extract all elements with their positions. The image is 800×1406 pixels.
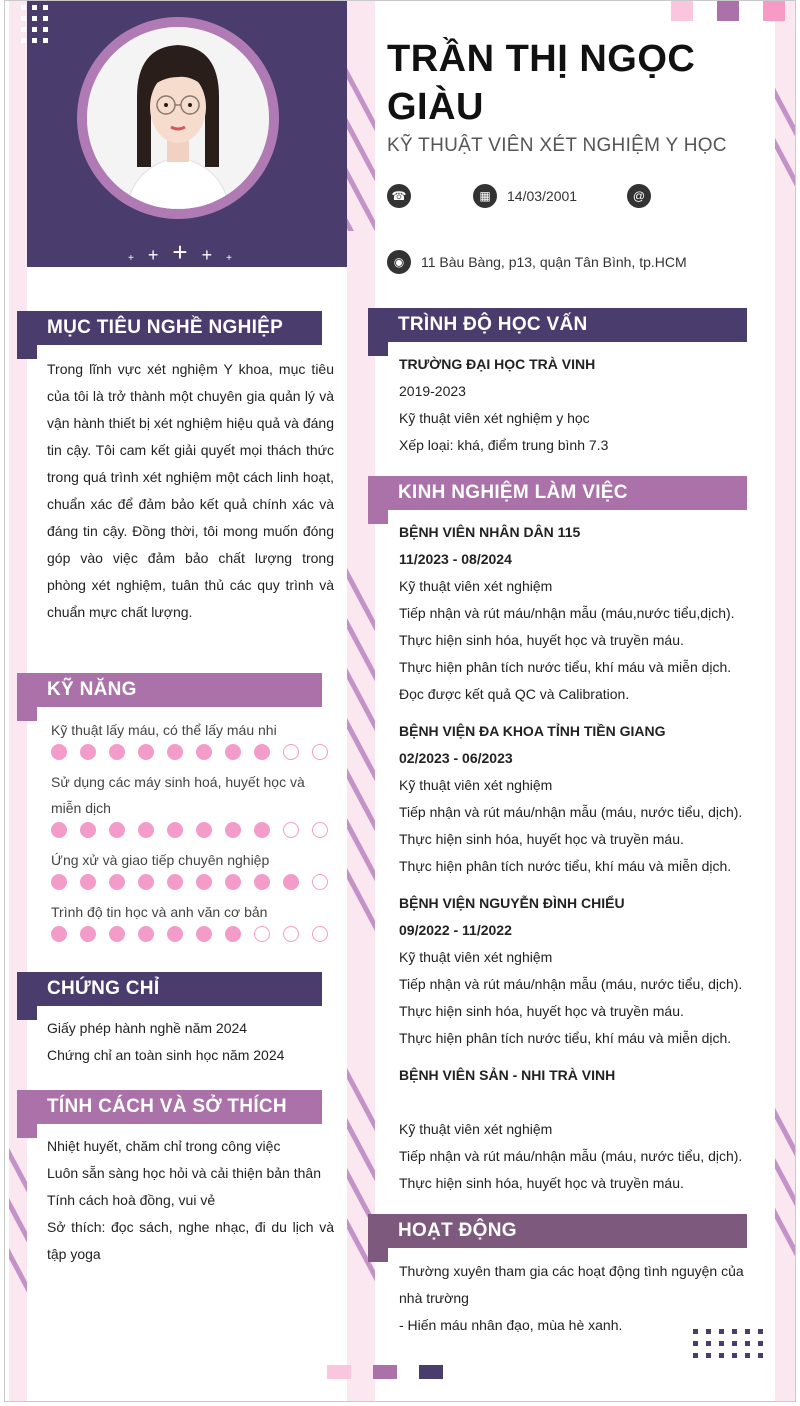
rating-dot-filled	[109, 874, 125, 890]
job-period: 11/2023 - 08/2024	[399, 551, 512, 567]
rating-dot-filled	[167, 926, 183, 942]
job-role: Kỹ thuật viên xét nghiệm	[399, 777, 553, 793]
experience-list	[399, 519, 761, 1197]
address: 11 Bàu Bàng, p13, quận Tân Bình, tp.HCM	[421, 254, 687, 270]
education-major: Kỹ thuật viên xét nghiệm y học	[399, 410, 590, 426]
rating-dot-filled	[138, 744, 154, 760]
dot-grid-decoration	[21, 5, 48, 43]
rating-dot-filled	[80, 874, 96, 890]
skill-label: Sử dụng các máy sinh hoá, huyết học và miễn dịch	[51, 774, 305, 816]
rating-dot-filled	[196, 822, 212, 838]
job-place: BỆNH VIỆN ĐA KHOA TỈNH TIỀN GIANG	[399, 723, 666, 739]
contact-phone-row	[387, 184, 421, 208]
rating-dot-filled	[225, 744, 241, 760]
rating-dot-filled	[283, 874, 299, 890]
rating-dot-filled	[167, 874, 183, 890]
certificate-item: Chứng chỉ an toàn sinh học năm 2024	[47, 1047, 285, 1063]
birthdate: 14/03/2001	[507, 188, 578, 204]
section-title: KINH NGHIỆM LÀM VIỆC	[368, 476, 747, 510]
section-title: TÍNH CÁCH VÀ SỞ THÍCH	[17, 1090, 322, 1124]
education-grade: Xếp loại: khá, điểm trung bình 7.3	[399, 437, 609, 453]
section-experience	[368, 476, 747, 524]
rating-dot-filled	[109, 926, 125, 942]
job-task: Tiếp nhận và rút máu/nhận mẫu (máu, nước tiểu, dịch).	[399, 976, 743, 992]
skill-rating	[51, 874, 328, 890]
job-place: BỆNH VIÊN NHÂN DÂN 115	[399, 524, 581, 540]
rating-dot-empty	[312, 744, 328, 760]
certificates-list	[47, 1015, 337, 1069]
color-square	[671, 1, 693, 21]
stripe-decoration	[775, 1081, 796, 1261]
email-icon: @	[627, 184, 651, 208]
activities-item: - Hiến máu nhân đạo, mùa hè xanh.	[399, 1317, 623, 1333]
section-objective	[17, 311, 322, 359]
section-title: HOẠT ĐỘNG	[368, 1214, 747, 1248]
job-role: Kỹ thuật viên xét nghiệm	[399, 578, 553, 594]
skill-label: Ứng xử và giao tiếp chuyên nghiệp	[51, 852, 270, 868]
skill-rating	[51, 926, 328, 942]
job-entry	[399, 1062, 761, 1197]
birthdate-row	[473, 184, 577, 208]
job-task: Thực hiện sinh hóa, huyết học và truyền máu.	[399, 831, 684, 847]
job-task: Thực hiện phân tích nước tiểu, khí máu và miễn dịch.	[399, 1030, 732, 1046]
section-skills	[17, 673, 322, 721]
avatar-ring	[77, 17, 279, 219]
education-years: 2019-2023	[399, 383, 466, 399]
skill-rating	[51, 822, 328, 838]
job-role: Kỹ thuật viên xét nghiệm	[399, 1121, 553, 1137]
activities-block	[399, 1258, 749, 1339]
rating-dot-filled	[109, 822, 125, 838]
rating-dot-filled	[254, 822, 270, 838]
skill-label: Kỹ thuật lấy máu, có thể lấy máu nhi	[51, 722, 277, 738]
color-square	[373, 1365, 397, 1379]
section-title: KỸ NĂNG	[17, 673, 322, 707]
job-entry	[399, 718, 761, 880]
job-period: 09/2022 - 11/2022	[399, 922, 512, 938]
personality-item: Tính cách hoà đồng, vui vẻ	[47, 1192, 216, 1208]
skill-label: Trình độ tin học và anh văn cơ bản	[51, 904, 268, 920]
rating-dot-filled	[80, 926, 96, 942]
rating-dot-filled	[138, 874, 154, 890]
color-square	[419, 1365, 443, 1379]
plus-decoration: +++++	[128, 237, 246, 267]
color-square	[763, 1, 785, 21]
activities-text: Thường xuyên tham gia các hoạt động tình nguyện của nhà trường	[399, 1263, 744, 1306]
section-personality	[17, 1090, 322, 1138]
job-entry	[399, 890, 761, 1052]
avatar	[87, 27, 269, 209]
dot-grid-decoration	[693, 1329, 763, 1358]
objective-text: Trong lĩnh vực xét nghiệm Y khoa, mục tiêu của tôi là trở thành một chuyên gia quản lý và vận hành thiết bị xét nghiệm hiệu quả và đáng tin cậy. Tôi cam kết giải quyết mọi thách thức trong quá trình xét nghiệm một cách linh hoạt, chuẩn xác để đảm bảo kết quả chính xác và đáng tin cậy. Đồng thời, tôi mong muốn đóng góp vào việc đảm bảo chất lượng trong phòng xét nghiệm, tuân thủ các quy trình và chuẩn mực chất lượng.	[47, 361, 334, 620]
job-task: Tiếp nhận và rút máu/nhận mẫu (máu, nước tiểu, dịch).	[399, 804, 743, 820]
job-task: Tiếp nhận và rút máu/nhận mẫu (máu, nước tiểu, dịch).	[399, 1148, 743, 1164]
stripe-decoration	[347, 541, 375, 941]
job-period: 02/2023 - 06/2023	[399, 750, 513, 766]
rating-dot-filled	[167, 822, 183, 838]
rating-dot-filled	[196, 874, 212, 890]
stripe-decoration	[347, 1041, 375, 1321]
color-square	[717, 1, 739, 21]
job-period	[399, 1089, 761, 1116]
phone-icon: ☎	[387, 184, 411, 208]
education-block	[399, 351, 761, 459]
rating-dot-empty	[283, 926, 299, 942]
rating-dot-filled	[51, 744, 67, 760]
cv-page	[4, 0, 796, 1402]
job-task: Thực hiện sinh hóa, huyết học và truyền máu.	[399, 1175, 684, 1191]
contact-email-row	[627, 184, 661, 208]
job-task: Thực hiện sinh hóa, huyết học và truyền máu.	[399, 632, 684, 648]
photo-panel	[27, 1, 347, 267]
job-entry	[399, 519, 761, 708]
job-place: BỆNH VIỆN NGUYỄN ĐÌNH CHIỂU	[399, 895, 625, 911]
rating-dot-filled	[196, 926, 212, 942]
section-certificates	[17, 972, 322, 1020]
color-square	[327, 1365, 351, 1379]
stripe-decoration	[9, 1121, 27, 1301]
calendar-icon: ▦	[473, 184, 497, 208]
job-task: Thực hiện sinh hóa, huyết học và truyền máu.	[399, 1003, 684, 1019]
rating-dot-empty	[283, 744, 299, 760]
rating-dot-empty	[312, 874, 328, 890]
job-role: Kỹ thuật viên xét nghiệm	[399, 949, 553, 965]
rating-dot-empty	[312, 822, 328, 838]
stripe-decoration	[775, 61, 796, 221]
rating-dot-filled	[138, 926, 154, 942]
section-activities	[368, 1214, 747, 1262]
rating-dot-empty	[312, 926, 328, 942]
personality-list	[47, 1133, 334, 1268]
job-task: Tiếp nhận và rút máu/nhận mẫu (máu,nước tiểu,dịch).	[399, 605, 735, 621]
rating-dot-filled	[196, 744, 212, 760]
rating-dot-filled	[80, 744, 96, 760]
address-row	[387, 250, 687, 274]
job-place: BỆNH VIÊN SẢN - NHI TRÀ VINH	[399, 1067, 616, 1083]
rating-dot-filled	[167, 744, 183, 760]
rating-dot-empty	[254, 926, 270, 942]
rating-dot-filled	[51, 874, 67, 890]
skill-rating	[51, 744, 328, 760]
rating-dot-filled	[225, 822, 241, 838]
section-title: MỤC TIÊU NGHỀ NGHIỆP	[17, 311, 322, 345]
section-title: TRÌNH ĐỘ HỌC VẤN	[368, 308, 747, 342]
rating-dot-filled	[225, 874, 241, 890]
certificate-item: Giấy phép hành nghề năm 2024	[47, 1020, 248, 1036]
job-title: KỸ THUẬT VIÊN XÉT NGHIỆM Y HỌC	[387, 135, 727, 156]
rating-dot-filled	[254, 874, 270, 890]
rating-dot-filled	[109, 744, 125, 760]
personality-item: Sở thích: đọc sách, nghe nhạc, đi du lịch và tập yoga	[47, 1219, 334, 1262]
location-pin-icon: ◉	[387, 250, 411, 274]
job-task: Thực hiện phân tích nước tiểu, khí máu và miễn dịch.	[399, 858, 732, 874]
full-name: TRẦN THỊ NGỌC GIÀU	[387, 38, 696, 128]
rating-dot-filled	[51, 926, 67, 942]
job-task: Thực hiện phân tích nước tiểu, khí máu và miễn dịch.	[399, 659, 732, 675]
section-title: CHỨNG CHỈ	[17, 972, 322, 1006]
rating-dot-filled	[225, 926, 241, 942]
section-education	[368, 308, 747, 356]
personality-item: Nhiệt huyết, chăm chỉ trong công việc	[47, 1138, 281, 1154]
rating-dot-filled	[138, 822, 154, 838]
rating-dot-empty	[283, 822, 299, 838]
rating-dot-filled	[80, 822, 96, 838]
stripe-decoration	[347, 31, 375, 231]
school-name: TRƯỜNG ĐẠI HỌC TRÀ VINH	[399, 356, 596, 372]
job-task: Đọc được kết quả QC và Calibration.	[399, 686, 630, 702]
rating-dot-filled	[51, 822, 67, 838]
personality-item: Luôn sẵn sàng học hỏi và cải thiện bản thân	[47, 1165, 321, 1181]
rating-dot-filled	[254, 744, 270, 760]
